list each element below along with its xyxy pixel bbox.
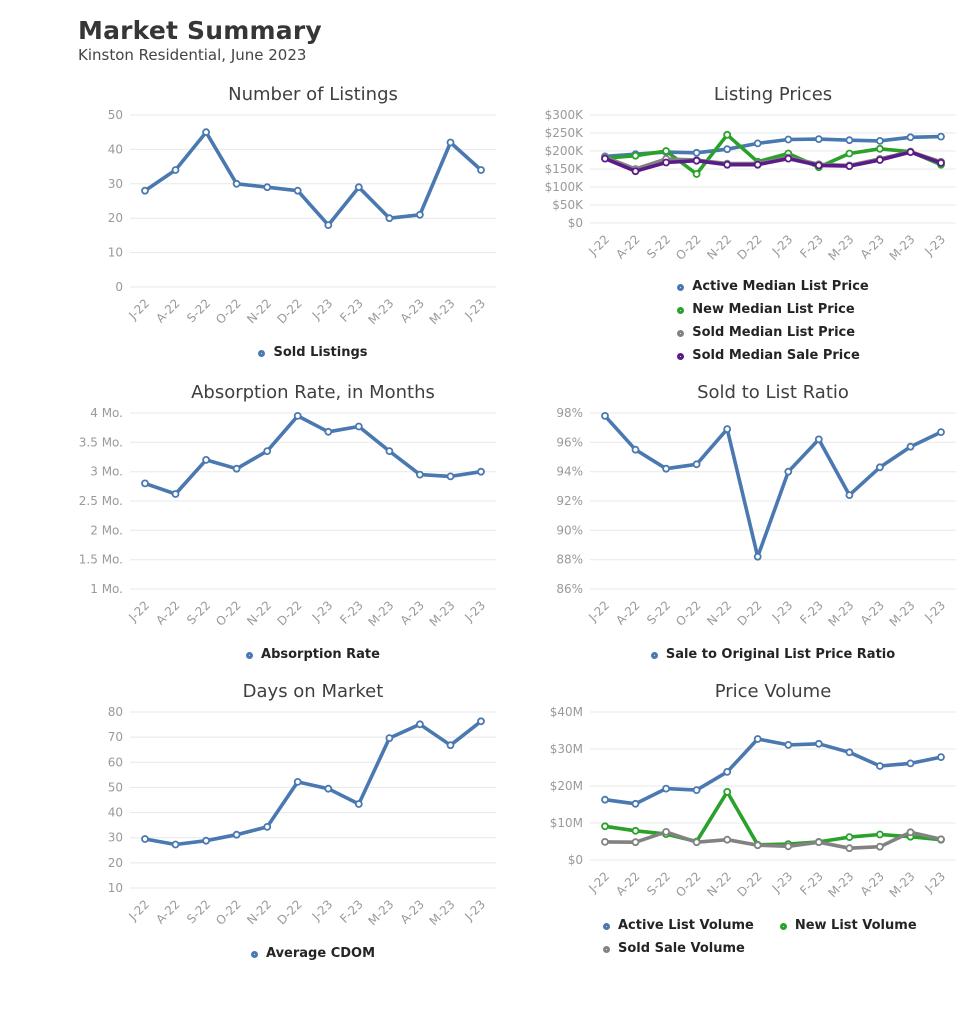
- data-point-marker: [478, 469, 484, 475]
- x-tick-label: F-23: [337, 897, 366, 926]
- x-tick-label: S-22: [184, 598, 214, 628]
- x-tick-label: J-23: [462, 598, 489, 625]
- chart-days-on-market: [78, 681, 502, 964]
- legend-ring-icon: [651, 652, 658, 659]
- x-tick-label: O-22: [213, 296, 244, 327]
- data-point-marker: [846, 749, 852, 755]
- data-point-marker: [602, 797, 608, 803]
- x-tick-label: J-23: [309, 296, 336, 323]
- data-point-marker: [325, 786, 331, 792]
- data-point-marker: [724, 837, 730, 843]
- x-tick-label: A-23: [397, 897, 428, 927]
- x-tick-label: J-22: [586, 232, 613, 259]
- series-line: [145, 416, 481, 494]
- x-tick-label: J-23: [922, 598, 949, 625]
- x-tick-label: J-23: [309, 897, 336, 924]
- x-tick-label: J-22: [126, 598, 153, 625]
- y-tick-label: 2.5 Mo.: [78, 494, 123, 508]
- y-tick-label: 96%: [556, 435, 583, 450]
- legend-item: [677, 346, 860, 366]
- x-tick-label: A-22: [613, 869, 643, 899]
- chart-price-volume: [538, 681, 962, 964]
- data-point-marker: [755, 554, 761, 560]
- data-point-marker: [785, 742, 791, 748]
- chart-legend: [78, 343, 502, 363]
- x-tick-label: J-22: [126, 296, 153, 323]
- x-tick-label: J-23: [769, 232, 796, 259]
- x-tick-label: M-23: [426, 296, 458, 328]
- data-point-marker: [602, 839, 608, 845]
- y-tick-label: $250K: [544, 126, 583, 140]
- y-tick-label: $10M: [549, 816, 583, 830]
- y-tick-label: $20M: [549, 779, 583, 793]
- data-point-marker: [846, 492, 852, 498]
- x-tick-label: D-22: [734, 232, 765, 263]
- chart-legend: [78, 645, 502, 665]
- data-point-marker: [295, 413, 301, 419]
- legend-item: [677, 323, 855, 343]
- x-tick-label: M-23: [886, 869, 918, 901]
- legend-label: New Median List Price: [692, 302, 855, 317]
- data-point-marker: [264, 448, 270, 454]
- absorption-rate-plot: [78, 405, 502, 643]
- data-point-marker: [877, 763, 883, 769]
- data-point-marker: [938, 836, 944, 842]
- y-tick-label: $300K: [544, 108, 583, 122]
- legend-item: [603, 916, 754, 936]
- data-point-marker: [417, 212, 423, 218]
- data-point-marker: [295, 779, 301, 785]
- data-point-marker: [356, 184, 362, 190]
- charts-grid: [78, 84, 972, 964]
- data-point-marker: [173, 842, 179, 848]
- x-tick-label: A-22: [153, 897, 183, 927]
- legend-label: Sold Sale Volume: [618, 941, 745, 956]
- x-tick-label: D-22: [734, 598, 765, 629]
- data-point-marker: [203, 838, 209, 844]
- data-point-marker: [938, 160, 944, 166]
- data-point-marker: [877, 844, 883, 850]
- data-point-marker: [142, 188, 148, 194]
- legend-item: [603, 939, 745, 959]
- data-point-marker: [755, 162, 761, 168]
- x-tick-label: N-22: [244, 897, 275, 928]
- x-tick-label: A-22: [153, 598, 183, 628]
- data-point-marker: [694, 171, 700, 177]
- x-tick-label: N-22: [704, 232, 735, 263]
- series-line: [145, 721, 481, 844]
- y-tick-label: $0: [567, 853, 583, 867]
- x-tick-label: S-22: [184, 897, 214, 927]
- y-tick-label: 3.5 Mo.: [78, 435, 123, 450]
- legend-ring-icon: [246, 652, 253, 659]
- data-point-marker: [724, 789, 730, 795]
- sold-to-list-ratio-plot: [538, 405, 962, 643]
- y-tick-label: 30: [107, 176, 123, 191]
- data-point-marker: [295, 188, 301, 194]
- data-point-marker: [816, 741, 822, 747]
- data-point-marker: [846, 151, 852, 157]
- x-tick-label: A-23: [857, 869, 888, 899]
- x-tick-label: F-23: [337, 598, 366, 627]
- data-point-marker: [663, 786, 669, 792]
- x-tick-label: M-23: [825, 598, 857, 630]
- data-point-marker: [264, 184, 270, 190]
- data-point-marker: [663, 160, 669, 166]
- data-point-marker: [877, 832, 883, 838]
- y-tick-label: 94%: [556, 464, 583, 479]
- data-point-marker: [908, 829, 914, 835]
- data-point-marker: [724, 132, 730, 138]
- legend-label: Absorption Rate: [261, 647, 380, 662]
- x-tick-label: J-23: [769, 598, 796, 625]
- chart-legend: [603, 916, 943, 959]
- y-tick-label: 1 Mo.: [90, 582, 123, 596]
- data-point-marker: [877, 157, 883, 163]
- legend-label: Sold Median List Price: [692, 325, 856, 340]
- y-tick-label: $0: [567, 216, 583, 230]
- data-point-marker: [234, 832, 240, 838]
- chart-title: Listing Prices: [713, 84, 833, 105]
- data-point-marker: [633, 447, 639, 453]
- legend-item: [251, 944, 375, 964]
- x-tick-label: J-22: [126, 897, 153, 924]
- legend-ring-icon: [677, 330, 684, 337]
- data-point-marker: [602, 156, 608, 162]
- x-tick-label: O-22: [673, 598, 704, 629]
- x-tick-label: F-23: [337, 296, 366, 325]
- data-point-marker: [724, 426, 730, 432]
- y-tick-label: 50: [107, 780, 123, 795]
- data-point-marker: [633, 839, 639, 845]
- data-point-marker: [633, 153, 639, 159]
- x-tick-label: D-22: [734, 869, 765, 900]
- data-point-marker: [724, 146, 730, 152]
- x-tick-label: M-23: [825, 869, 857, 901]
- data-point-marker: [663, 829, 669, 835]
- data-point-marker: [785, 469, 791, 475]
- data-point-marker: [663, 466, 669, 472]
- x-tick-label: M-23: [886, 598, 918, 630]
- y-tick-label: 88%: [556, 552, 583, 567]
- x-tick-label: A-23: [397, 598, 428, 628]
- legend-item: [258, 343, 367, 363]
- data-point-marker: [478, 718, 484, 724]
- chart-number-of-listings: [78, 84, 502, 366]
- legend-ring-icon: [677, 307, 684, 314]
- x-tick-label: F-23: [797, 598, 826, 627]
- legend-label: Active Median List Price: [692, 279, 869, 294]
- legend-ring-icon: [677, 284, 684, 291]
- x-tick-label: M-23: [825, 232, 857, 264]
- y-tick-label: 90%: [556, 523, 583, 538]
- y-tick-label: $100K: [544, 180, 583, 194]
- data-point-marker: [694, 150, 700, 156]
- x-tick-label: N-22: [244, 598, 275, 629]
- data-point-marker: [478, 167, 484, 173]
- price-volume-plot: [538, 704, 962, 914]
- data-point-marker: [234, 466, 240, 472]
- y-tick-label: $50K: [552, 198, 583, 212]
- chart-title: Price Volume: [714, 681, 832, 702]
- data-point-marker: [755, 140, 761, 146]
- legend-label: Sold Median Sale Price: [692, 348, 860, 363]
- data-point-marker: [755, 736, 761, 742]
- y-tick-label: 92%: [556, 494, 583, 508]
- chart-listing-prices: [538, 84, 962, 366]
- data-point-marker: [785, 137, 791, 143]
- data-point-marker: [142, 480, 148, 486]
- x-tick-label: M-23: [365, 598, 397, 630]
- x-tick-label: J-23: [462, 296, 489, 323]
- data-point-marker: [938, 429, 944, 435]
- x-tick-label: D-22: [274, 296, 305, 327]
- data-point-marker: [816, 436, 822, 442]
- y-tick-label: 40: [107, 142, 123, 157]
- x-tick-label: J-23: [922, 869, 949, 896]
- data-point-marker: [877, 464, 883, 470]
- chart-title: Number of Listings: [228, 84, 398, 105]
- data-point-marker: [877, 146, 883, 152]
- data-point-marker: [448, 473, 454, 479]
- x-tick-label: S-22: [644, 869, 674, 899]
- data-point-marker: [203, 129, 209, 135]
- chart-title: Absorption Rate, in Months: [191, 382, 435, 403]
- legend-item: [677, 277, 868, 297]
- legend-ring-icon: [677, 353, 684, 360]
- legend-label: New List Volume: [794, 918, 917, 933]
- x-tick-label: J-23: [462, 897, 489, 924]
- page-title: Market Summary: [78, 16, 322, 45]
- series-line: [605, 416, 941, 557]
- chart-absorption-rate: [78, 382, 502, 665]
- data-point-marker: [325, 222, 331, 228]
- chart-sold-to-list-ratio: [538, 382, 962, 665]
- legend-item: [246, 645, 380, 665]
- data-point-marker: [694, 787, 700, 793]
- y-tick-label: $200K: [544, 144, 583, 158]
- legend-ring-icon: [780, 923, 787, 930]
- y-tick-label: 3 Mo.: [90, 464, 123, 479]
- data-point-marker: [694, 158, 700, 164]
- x-tick-label: N-22: [704, 598, 735, 629]
- data-point-marker: [386, 448, 392, 454]
- y-tick-label: $150K: [544, 162, 583, 176]
- data-point-marker: [417, 472, 423, 478]
- y-tick-label: $40M: [549, 705, 583, 719]
- y-tick-label: 30: [107, 830, 123, 845]
- x-tick-label: S-22: [184, 296, 214, 326]
- data-point-marker: [755, 842, 761, 848]
- y-tick-label: 86%: [556, 582, 583, 596]
- data-point-marker: [724, 769, 730, 775]
- x-tick-label: J-23: [922, 232, 949, 259]
- data-point-marker: [602, 823, 608, 829]
- x-tick-label: M-23: [365, 897, 397, 929]
- legend-ring-icon: [251, 951, 258, 958]
- data-point-marker: [846, 163, 852, 169]
- x-tick-label: M-23: [426, 897, 458, 929]
- legend-ring-icon: [603, 923, 610, 930]
- y-tick-label: 20: [107, 211, 123, 226]
- x-tick-label: M-23: [365, 296, 397, 328]
- chart-legend: [538, 645, 962, 665]
- data-point-marker: [694, 461, 700, 467]
- data-point-marker: [142, 836, 148, 842]
- x-tick-label: M-23: [426, 598, 458, 630]
- page-subtitle: Kinston Residential, June 2023: [78, 46, 307, 64]
- data-point-marker: [816, 136, 822, 142]
- data-point-marker: [908, 149, 914, 155]
- x-tick-label: J-22: [586, 869, 613, 896]
- data-point-marker: [938, 754, 944, 760]
- y-tick-label: 10: [107, 881, 123, 895]
- data-point-marker: [938, 134, 944, 140]
- x-tick-label: A-23: [397, 296, 428, 326]
- data-point-marker: [173, 167, 179, 173]
- data-point-marker: [724, 162, 730, 168]
- legend-label: Sale to Original List Price Ratio: [665, 647, 896, 662]
- x-tick-label: J-22: [586, 598, 613, 625]
- data-point-marker: [417, 721, 423, 727]
- listing-prices-plot: [538, 107, 962, 277]
- data-point-marker: [785, 156, 791, 162]
- y-tick-label: 50: [107, 108, 123, 122]
- data-point-marker: [846, 845, 852, 851]
- x-tick-label: A-23: [857, 232, 888, 262]
- y-tick-label: 1.5 Mo.: [78, 552, 123, 567]
- y-tick-label: 40: [107, 805, 123, 820]
- x-tick-label: A-22: [613, 232, 643, 262]
- chart-legend: [677, 277, 868, 366]
- data-point-marker: [816, 162, 822, 168]
- data-point-marker: [846, 137, 852, 143]
- chart-title: Sold to List Ratio: [697, 382, 849, 403]
- data-point-marker: [234, 181, 240, 187]
- y-tick-label: 60: [107, 755, 123, 770]
- y-tick-label: 10: [107, 245, 123, 260]
- x-tick-label: O-22: [673, 232, 704, 263]
- x-tick-label: F-23: [797, 232, 826, 261]
- legend-label: Average CDOM: [265, 946, 376, 961]
- data-point-marker: [694, 839, 700, 845]
- data-point-marker: [386, 215, 392, 221]
- legend-ring-icon: [258, 350, 265, 357]
- x-tick-label: F-23: [797, 869, 826, 898]
- y-tick-label: 70: [107, 730, 123, 745]
- x-tick-label: O-22: [673, 869, 704, 900]
- chart-title: Days on Market: [242, 681, 384, 702]
- series-line: [145, 132, 481, 225]
- legend-item: [677, 300, 854, 320]
- data-point-marker: [816, 839, 822, 845]
- x-tick-label: A-22: [613, 598, 643, 628]
- data-point-marker: [785, 843, 791, 849]
- y-tick-label: $30M: [549, 742, 583, 756]
- data-point-marker: [325, 429, 331, 435]
- y-tick-label: 4 Mo.: [90, 406, 123, 420]
- data-point-marker: [356, 801, 362, 807]
- x-tick-label: J-23: [769, 869, 796, 896]
- y-tick-label: 98%: [556, 406, 583, 420]
- data-point-marker: [633, 828, 639, 834]
- y-tick-label: 2 Mo.: [90, 523, 123, 538]
- legend-label: Active List Volume: [618, 918, 754, 933]
- x-tick-label: M-23: [886, 232, 918, 264]
- data-point-marker: [173, 491, 179, 497]
- data-point-marker: [908, 134, 914, 140]
- x-tick-label: J-23: [309, 598, 336, 625]
- legend-ring-icon: [603, 946, 610, 953]
- y-tick-label: 0: [115, 280, 123, 294]
- x-tick-label: N-22: [704, 869, 735, 900]
- legend-label: Sold Listings: [273, 345, 368, 360]
- data-point-marker: [877, 138, 883, 144]
- x-tick-label: D-22: [274, 897, 305, 928]
- data-point-marker: [356, 424, 362, 430]
- number-of-listings-plot: [78, 107, 502, 341]
- x-tick-label: O-22: [213, 897, 244, 928]
- data-point-marker: [448, 140, 454, 146]
- x-tick-label: S-22: [644, 232, 674, 262]
- x-tick-label: S-22: [644, 598, 674, 628]
- data-point-marker: [448, 742, 454, 748]
- x-tick-label: O-22: [213, 598, 244, 629]
- data-point-marker: [663, 148, 669, 154]
- legend-item: [780, 916, 917, 936]
- data-point-marker: [386, 735, 392, 741]
- y-tick-label: 80: [107, 705, 123, 719]
- data-point-marker: [264, 824, 270, 830]
- days-on-market-plot: [78, 704, 502, 942]
- data-point-marker: [908, 444, 914, 450]
- data-point-marker: [633, 168, 639, 174]
- data-point-marker: [602, 413, 608, 419]
- chart-legend: [78, 944, 502, 964]
- x-tick-label: N-22: [244, 296, 275, 327]
- y-tick-label: 20: [107, 855, 123, 870]
- x-tick-label: A-22: [153, 296, 183, 326]
- data-point-marker: [846, 834, 852, 840]
- data-point-marker: [908, 760, 914, 766]
- data-point-marker: [203, 457, 209, 463]
- x-tick-label: A-23: [857, 598, 888, 628]
- legend-item: [651, 645, 895, 665]
- data-point-marker: [633, 801, 639, 807]
- x-tick-label: D-22: [274, 598, 305, 629]
